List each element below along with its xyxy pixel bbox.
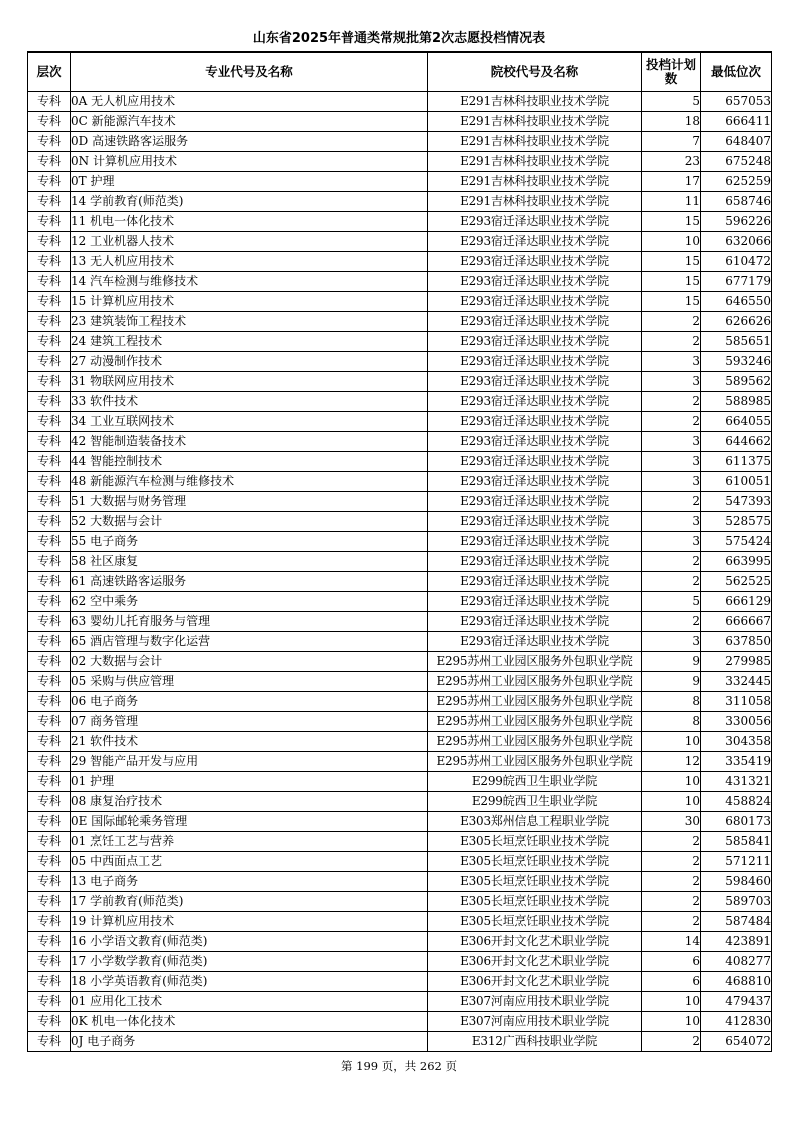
cell-plan: 9: [642, 672, 701, 692]
cell-rank: 468810: [701, 972, 772, 992]
cell-rank: 412830: [701, 1012, 772, 1032]
table-row: [28, 92, 772, 112]
cell-level: 专科: [28, 172, 71, 192]
cell-school: E295苏州工业园区服务外包职业学院: [428, 652, 642, 672]
cell-rank: 304358: [701, 732, 772, 752]
cell-school: E293宿迁泽达职业技术学院: [428, 312, 642, 332]
cell-rank: 598460: [701, 872, 772, 892]
table-row: [28, 1032, 772, 1052]
cell-major: 12 工业机器人技术: [71, 232, 428, 252]
cell-level: 专科: [28, 152, 71, 172]
cell-plan: 2: [642, 392, 701, 412]
cell-plan: 2: [642, 892, 701, 912]
cell-level: 专科: [28, 492, 71, 512]
table-row: [28, 172, 772, 192]
cell-level: 专科: [28, 392, 71, 412]
table-row: [28, 132, 772, 152]
page-footer: 第 199 页，共 262 页: [340, 1059, 458, 1073]
cell-plan: 3: [642, 512, 701, 532]
cell-level: 专科: [28, 972, 71, 992]
cell-major: 63 婴幼儿托育服务与管理: [71, 612, 428, 632]
cell-school: E293宿迁泽达职业技术学院: [428, 492, 642, 512]
cell-major: 58 社区康复: [71, 552, 428, 572]
table-row: [28, 912, 772, 932]
table-header-row: [28, 52, 772, 92]
cell-school: E293宿迁泽达职业技术学院: [428, 592, 642, 612]
table-row: [28, 632, 772, 652]
cell-major: 0K 机电一体化技术: [71, 1012, 428, 1032]
cell-plan: 10: [642, 232, 701, 252]
cell-major: 17 小学数学教育(师范类): [71, 952, 428, 972]
cell-school: E293宿迁泽达职业技术学院: [428, 332, 642, 352]
header-major: 专业代号及名称: [71, 52, 428, 92]
header-level: 层次: [28, 52, 71, 92]
table-row: [28, 192, 772, 212]
cell-level: 专科: [28, 572, 71, 592]
cell-major: 0T 护理: [71, 172, 428, 192]
cell-major: 0E 国际邮轮乘务管理: [71, 812, 428, 832]
cell-plan: 10: [642, 732, 701, 752]
table-row: [28, 652, 772, 672]
cell-major: 31 物联网应用技术: [71, 372, 428, 392]
table-row: [28, 812, 772, 832]
cell-school: E293宿迁泽达职业技术学院: [428, 252, 642, 272]
table-row: [28, 552, 772, 572]
cell-level: 专科: [28, 532, 71, 552]
cell-major: 11 机电一体化技术: [71, 212, 428, 232]
cell-level: 专科: [28, 772, 71, 792]
cell-rank: 663995: [701, 552, 772, 572]
cell-level: 专科: [28, 252, 71, 272]
cell-plan: 2: [642, 552, 701, 572]
cell-level: 专科: [28, 512, 71, 532]
cell-school: E293宿迁泽达职业技术学院: [428, 352, 642, 372]
cell-plan: 3: [642, 352, 701, 372]
table-row: [28, 392, 772, 412]
cell-rank: 311058: [701, 692, 772, 712]
cell-major: 0D 高速铁路客运服务: [71, 132, 428, 152]
cell-level: 专科: [28, 872, 71, 892]
cell-plan: 2: [642, 572, 701, 592]
table-body: [28, 92, 772, 1052]
cell-plan: 8: [642, 712, 701, 732]
cell-school: E306开封文化艺术职业学院: [428, 932, 642, 952]
cell-plan: 15: [642, 292, 701, 312]
header-plan: 投档计划数: [642, 52, 701, 92]
cell-plan: 3: [642, 452, 701, 472]
cell-major: 48 新能源汽车检测与维修技术: [71, 472, 428, 492]
cell-rank: 664055: [701, 412, 772, 432]
table-row: [28, 212, 772, 232]
cell-school: E299皖西卫生职业学院: [428, 772, 642, 792]
cell-plan: 2: [642, 872, 701, 892]
cell-school: E293宿迁泽达职业技术学院: [428, 532, 642, 552]
cell-level: 专科: [28, 332, 71, 352]
cell-plan: 2: [642, 612, 701, 632]
cell-rank: 330056: [701, 712, 772, 732]
cell-school: E305长垣烹饪职业技术学院: [428, 892, 642, 912]
cell-school: E305长垣烹饪职业技术学院: [428, 832, 642, 852]
cell-rank: 279985: [701, 652, 772, 672]
cell-plan: 5: [642, 592, 701, 612]
cell-plan: 2: [642, 852, 701, 872]
table-row: [28, 252, 772, 272]
cell-plan: 2: [642, 332, 701, 352]
cell-school: E293宿迁泽达职业技术学院: [428, 452, 642, 472]
cell-level: 专科: [28, 272, 71, 292]
cell-plan: 15: [642, 272, 701, 292]
table-row: [28, 232, 772, 252]
cell-level: 专科: [28, 132, 71, 152]
table-row: [28, 152, 772, 172]
admission-table: [27, 51, 772, 1052]
cell-rank: 644662: [701, 432, 772, 452]
cell-level: 专科: [28, 452, 71, 472]
table-row: [28, 692, 772, 712]
table-row: [28, 452, 772, 472]
table-row: [28, 492, 772, 512]
cell-rank: 571211: [701, 852, 772, 872]
cell-rank: 408277: [701, 952, 772, 972]
cell-plan: 3: [642, 372, 701, 392]
cell-rank: 335419: [701, 752, 772, 772]
cell-major: 27 动漫制作技术: [71, 352, 428, 372]
cell-level: 专科: [28, 752, 71, 772]
cell-rank: 654072: [701, 1032, 772, 1052]
cell-school: E293宿迁泽达职业技术学院: [428, 212, 642, 232]
table-row: [28, 872, 772, 892]
cell-school: E291吉林科技职业技术学院: [428, 112, 642, 132]
cell-level: 专科: [28, 92, 71, 112]
cell-plan: 5: [642, 92, 701, 112]
cell-plan: 2: [642, 492, 701, 512]
cell-level: 专科: [28, 352, 71, 372]
cell-major: 14 汽车检测与维修技术: [71, 272, 428, 292]
cell-major: 02 大数据与会计: [71, 652, 428, 672]
cell-level: 专科: [28, 852, 71, 872]
table-row: [28, 372, 772, 392]
table-row: [28, 992, 772, 1012]
cell-plan: 10: [642, 992, 701, 1012]
cell-level: 专科: [28, 372, 71, 392]
cell-major: 13 电子商务: [71, 872, 428, 892]
cell-major: 18 小学英语教育(师范类): [71, 972, 428, 992]
cell-school: E305长垣烹饪职业技术学院: [428, 872, 642, 892]
cell-school: E293宿迁泽达职业技术学院: [428, 612, 642, 632]
cell-school: E299皖西卫生职业学院: [428, 792, 642, 812]
cell-level: 专科: [28, 992, 71, 1012]
cell-level: 专科: [28, 792, 71, 812]
table-row: [28, 1012, 772, 1032]
cell-major: 14 学前教育(师范类): [71, 192, 428, 212]
cell-major: 23 建筑装饰工程技术: [71, 312, 428, 332]
cell-major: 44 智能控制技术: [71, 452, 428, 472]
cell-level: 专科: [28, 672, 71, 692]
table-row: [28, 472, 772, 492]
cell-level: 专科: [28, 1032, 71, 1052]
cell-plan: 17: [642, 172, 701, 192]
cell-rank: 648407: [701, 132, 772, 152]
cell-rank: 332445: [701, 672, 772, 692]
cell-rank: 626626: [701, 312, 772, 332]
cell-rank: 589562: [701, 372, 772, 392]
table-row: [28, 312, 772, 332]
cell-level: 专科: [28, 912, 71, 932]
cell-major: 01 烹饪工艺与营养: [71, 832, 428, 852]
cell-rank: 610051: [701, 472, 772, 492]
table-row: [28, 672, 772, 692]
cell-rank: 585651: [701, 332, 772, 352]
cell-plan: 9: [642, 652, 701, 672]
cell-level: 专科: [28, 812, 71, 832]
cell-major: 62 空中乘务: [71, 592, 428, 612]
cell-plan: 15: [642, 212, 701, 232]
cell-level: 专科: [28, 692, 71, 712]
cell-level: 专科: [28, 892, 71, 912]
table-row: [28, 952, 772, 972]
cell-plan: 2: [642, 1032, 701, 1052]
cell-major: 0J 电子商务: [71, 1032, 428, 1052]
cell-level: 专科: [28, 312, 71, 332]
cell-major: 06 电子商务: [71, 692, 428, 712]
cell-rank: 588985: [701, 392, 772, 412]
cell-school: E312广西科技职业学院: [428, 1032, 642, 1052]
cell-school: E305长垣烹饪职业技术学院: [428, 912, 642, 932]
cell-plan: 3: [642, 632, 701, 652]
table-row: [28, 512, 772, 532]
table-row: [28, 292, 772, 312]
cell-level: 专科: [28, 732, 71, 752]
cell-rank: 658746: [701, 192, 772, 212]
cell-level: 专科: [28, 432, 71, 452]
table-row: [28, 852, 772, 872]
cell-rank: 675248: [701, 152, 772, 172]
cell-major: 33 软件技术: [71, 392, 428, 412]
cell-major: 34 工业互联网技术: [71, 412, 428, 432]
cell-rank: 611375: [701, 452, 772, 472]
cell-level: 专科: [28, 472, 71, 492]
cell-school: E293宿迁泽达职业技术学院: [428, 272, 642, 292]
cell-major: 16 小学语文教育(师范类): [71, 932, 428, 952]
cell-major: 05 中西面点工艺: [71, 852, 428, 872]
cell-rank: 562525: [701, 572, 772, 592]
cell-major: 05 采购与供应管理: [71, 672, 428, 692]
table-row: [28, 612, 772, 632]
cell-school: E293宿迁泽达职业技术学院: [428, 552, 642, 572]
cell-rank: 458824: [701, 792, 772, 812]
cell-school: E295苏州工业园区服务外包职业学院: [428, 752, 642, 772]
cell-plan: 15: [642, 252, 701, 272]
cell-plan: 6: [642, 952, 701, 972]
cell-rank: 666667: [701, 612, 772, 632]
cell-level: 专科: [28, 952, 71, 972]
table-row: [28, 592, 772, 612]
cell-rank: 479437: [701, 992, 772, 1012]
cell-major: 65 酒店管理与数字化运营: [71, 632, 428, 652]
cell-rank: 666411: [701, 112, 772, 132]
cell-rank: 585841: [701, 832, 772, 852]
cell-major: 55 电子商务: [71, 532, 428, 552]
cell-school: E305长垣烹饪职业技术学院: [428, 852, 642, 872]
cell-school: E291吉林科技职业技术学院: [428, 152, 642, 172]
cell-plan: 10: [642, 792, 701, 812]
cell-level: 专科: [28, 192, 71, 212]
cell-level: 专科: [28, 652, 71, 672]
cell-rank: 680173: [701, 812, 772, 832]
cell-rank: 596226: [701, 212, 772, 232]
cell-major: 19 计算机应用技术: [71, 912, 428, 932]
cell-plan: 14: [642, 932, 701, 952]
cell-school: E293宿迁泽达职业技术学院: [428, 572, 642, 592]
cell-level: 专科: [28, 632, 71, 652]
cell-major: 0C 新能源汽车技术: [71, 112, 428, 132]
cell-major: 13 无人机应用技术: [71, 252, 428, 272]
cell-rank: 423891: [701, 932, 772, 952]
header-school: 院校代号及名称: [428, 52, 642, 92]
cell-school: E291吉林科技职业技术学院: [428, 192, 642, 212]
cell-major: 07 商务管理: [71, 712, 428, 732]
cell-rank: 666129: [701, 592, 772, 612]
cell-major: 61 高速铁路客运服务: [71, 572, 428, 592]
cell-rank: 637850: [701, 632, 772, 652]
cell-level: 专科: [28, 832, 71, 852]
cell-school: E293宿迁泽达职业技术学院: [428, 292, 642, 312]
cell-level: 专科: [28, 212, 71, 232]
cell-plan: 23: [642, 152, 701, 172]
table-row: [28, 732, 772, 752]
table-row: [28, 352, 772, 372]
cell-level: 专科: [28, 932, 71, 952]
cell-rank: 593246: [701, 352, 772, 372]
table-row: [28, 712, 772, 732]
cell-rank: 575424: [701, 532, 772, 552]
cell-school: E293宿迁泽达职业技术学院: [428, 472, 642, 492]
cell-school: E295苏州工业园区服务外包职业学院: [428, 712, 642, 732]
cell-rank: 657053: [701, 92, 772, 112]
cell-plan: 2: [642, 912, 701, 932]
cell-rank: 625259: [701, 172, 772, 192]
cell-school: E306开封文化艺术职业学院: [428, 972, 642, 992]
cell-plan: 12: [642, 752, 701, 772]
cell-major: 42 智能制造装备技术: [71, 432, 428, 452]
cell-rank: 547393: [701, 492, 772, 512]
cell-rank: 431321: [701, 772, 772, 792]
cell-level: 专科: [28, 112, 71, 132]
cell-plan: 7: [642, 132, 701, 152]
cell-plan: 2: [642, 832, 701, 852]
table-row: [28, 932, 772, 952]
cell-level: 专科: [28, 592, 71, 612]
table-row: [28, 772, 772, 792]
cell-level: 专科: [28, 612, 71, 632]
table-row: [28, 972, 772, 992]
cell-school: E307河南应用技术职业学院: [428, 992, 642, 1012]
cell-major: 01 护理: [71, 772, 428, 792]
cell-major: 0A 无人机应用技术: [71, 92, 428, 112]
cell-school: E291吉林科技职业技术学院: [428, 132, 642, 152]
cell-school: E293宿迁泽达职业技术学院: [428, 232, 642, 252]
cell-plan: 8: [642, 692, 701, 712]
cell-major: 08 康复治疗技术: [71, 792, 428, 812]
cell-plan: 2: [642, 412, 701, 432]
cell-plan: 6: [642, 972, 701, 992]
table-row: [28, 272, 772, 292]
cell-major: 17 学前教育(师范类): [71, 892, 428, 912]
table-row: [28, 112, 772, 132]
cell-school: E307河南应用技术职业学院: [428, 1012, 642, 1032]
cell-rank: 589703: [701, 892, 772, 912]
cell-plan: 3: [642, 532, 701, 552]
cell-rank: 632066: [701, 232, 772, 252]
cell-level: 专科: [28, 712, 71, 732]
cell-school: E293宿迁泽达职业技术学院: [428, 372, 642, 392]
cell-level: 专科: [28, 412, 71, 432]
cell-rank: 528575: [701, 512, 772, 532]
table-row: [28, 792, 772, 812]
cell-major: 0N 计算机应用技术: [71, 152, 428, 172]
cell-level: 专科: [28, 292, 71, 312]
cell-level: 专科: [28, 232, 71, 252]
cell-level: 专科: [28, 1012, 71, 1032]
cell-plan: 30: [642, 812, 701, 832]
cell-rank: 646550: [701, 292, 772, 312]
cell-major: 29 智能产品开发与应用: [71, 752, 428, 772]
cell-major: 24 建筑工程技术: [71, 332, 428, 352]
cell-rank: 587484: [701, 912, 772, 932]
cell-plan: 2: [642, 312, 701, 332]
cell-school: E291吉林科技职业技术学院: [428, 92, 642, 112]
cell-plan: 11: [642, 192, 701, 212]
table-row: [28, 532, 772, 552]
cell-rank: 677179: [701, 272, 772, 292]
cell-school: E303郑州信息工程职业学院: [428, 812, 642, 832]
cell-school: E293宿迁泽达职业技术学院: [428, 432, 642, 452]
cell-major: 21 软件技术: [71, 732, 428, 752]
cell-major: 52 大数据与会计: [71, 512, 428, 532]
cell-level: 专科: [28, 552, 71, 572]
cell-rank: 610472: [701, 252, 772, 272]
cell-major: 15 计算机应用技术: [71, 292, 428, 312]
cell-plan: 3: [642, 472, 701, 492]
page-title: 山东省2025年普通类常规批第2次志愿投档情况表: [252, 31, 546, 46]
cell-school: E295苏州工业园区服务外包职业学院: [428, 732, 642, 752]
table-row: [28, 892, 772, 912]
cell-school: E293宿迁泽达职业技术学院: [428, 632, 642, 652]
table-row: [28, 752, 772, 772]
cell-plan: 10: [642, 772, 701, 792]
cell-school: E295苏州工业园区服务外包职业学院: [428, 692, 642, 712]
cell-major: 01 应用化工技术: [71, 992, 428, 1012]
cell-major: 51 大数据与财务管理: [71, 492, 428, 512]
cell-plan: 10: [642, 1012, 701, 1032]
cell-school: E295苏州工业园区服务外包职业学院: [428, 672, 642, 692]
cell-school: E291吉林科技职业技术学院: [428, 172, 642, 192]
cell-school: E306开封文化艺术职业学院: [428, 952, 642, 972]
table-row: [28, 572, 772, 592]
table-row: [28, 832, 772, 852]
cell-school: E293宿迁泽达职业技术学院: [428, 412, 642, 432]
cell-school: E293宿迁泽达职业技术学院: [428, 392, 642, 412]
header-rank: 最低位次: [701, 52, 772, 92]
table-row: [28, 332, 772, 352]
table-row: [28, 432, 772, 452]
cell-plan: 3: [642, 432, 701, 452]
cell-school: E293宿迁泽达职业技术学院: [428, 512, 642, 532]
table-row: [28, 412, 772, 432]
cell-plan: 18: [642, 112, 701, 132]
